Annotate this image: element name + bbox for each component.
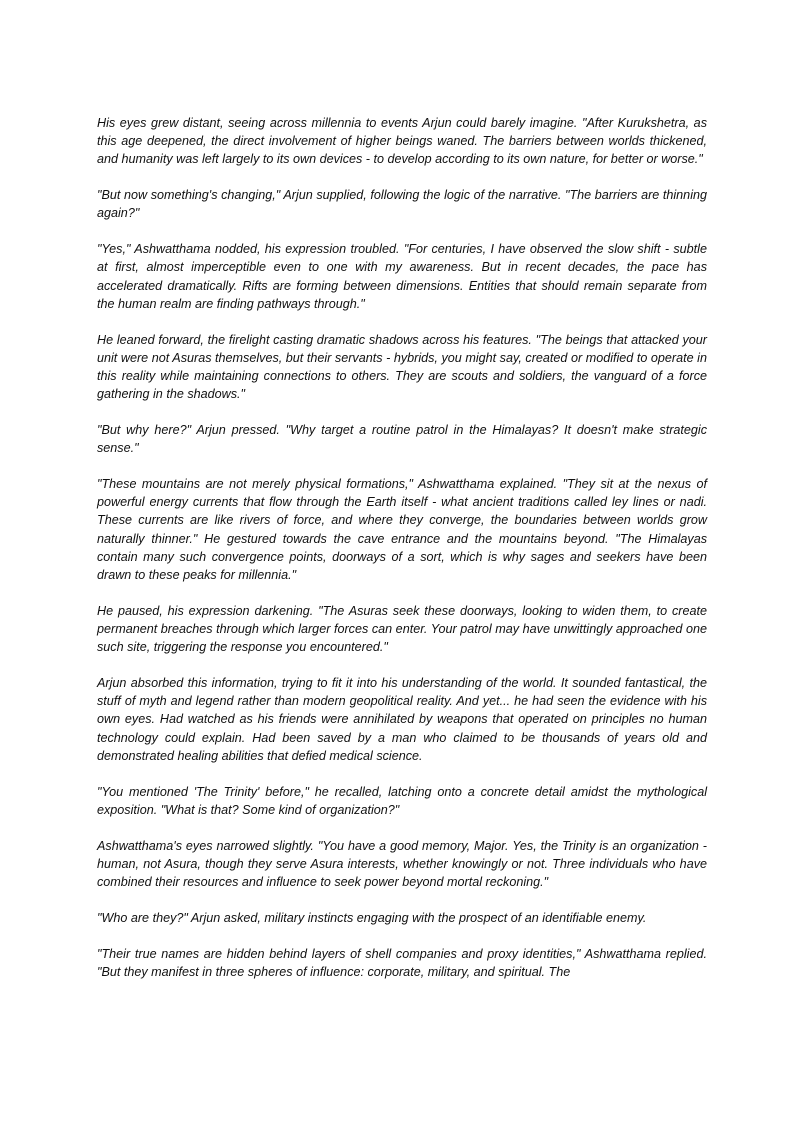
paragraph: "But now something's changing," Arjun supplied, following the logic of the narrative. "The barriers are thinning again?": [97, 188, 707, 221]
paragraph: "Their true names are hidden behind layers of shell companies and proxy identities," Ashwatthama replied. "But they manifest in three spheres of influence: corporate, military, and spiritual. The: [97, 946, 707, 979]
paragraph: "But why here?" Arjun pressed. "Why target a routine patrol in the Himalayas? It doesn't make strategic sense.": [97, 423, 707, 456]
paragraph: Arjun absorbed this information, trying to fit it into his understanding of the world. It sounded fantastical, the stuff of myth and legend rather than modern geopolitical reality. And yet... he had seen the evidence with his own eyes. Had watched as his friends were annihilated by weapons that operated on principles no human technology could explain. Had been saved by a man who claimed to be thousands of years old and demonstrated healing abilities that defied medical science.: [97, 676, 707, 763]
document-page: [97, 114, 707, 999]
paragraph: "Who are they?" Arjun asked, military instincts engaging with the prospect of an identifiable enemy.: [97, 910, 647, 925]
paragraph: "You mentioned 'The Trinity' before," he recalled, latching onto a concrete detail amidst the mythological exposition. "What is that? Some kind of organization?": [97, 784, 707, 817]
paragraph: He paused, his expression darkening. "The Asuras seek these doorways, looking to widen them, to create permanent breaches through which larger forces can enter. Your patrol may have unwittingly approached one such site, triggering the response you encountered.": [97, 603, 707, 655]
paragraph: "Yes," Ashwatthama nodded, his expression troubled. "For centuries, I have observed the slow shift - subtle at first, almost imperceptible even to one with my awareness. But in recent decades, the pace has accelerated dramatically. Rifts are forming between dimensions. Entities that should remain separate from the human realm are finding pathways through.": [97, 242, 707, 311]
paragraph: Ashwatthama's eyes narrowed slightly. "You have a good memory, Major. Yes, the Trinity is an organization - human, not Asura, though they serve Asura interests, whether knowingly or not. Three individuals who have combined their resources and influence to seek power beyond mortal reckoning.": [97, 838, 707, 890]
paragraph: "These mountains are not merely physical formations," Ashwatthama explained. "They sit at the nexus of powerful energy currents that flow through the Earth itself - what ancient traditions called ley lines or nadi. These currents are like rivers of force, and where they converge, the boundaries between worlds grow naturally thinner." He gestured towards the cave entrance and the mountains beyond. "The Himalayas contain many such convergence points, doorways of a sort, which is why sages and seekers have been drawn to these peaks for millennia.": [97, 477, 707, 583]
paragraph: He leaned forward, the firelight casting dramatic shadows across his features. "The beings that attacked your unit were not Asuras themselves, but their servants - hybrids, you might say, created or modified to operate in this reality while maintaining connections to others. They are scouts and soldiers, the vanguard of a force gathering in the shadows.": [97, 332, 707, 402]
paragraph: His eyes grew distant, seeing across millennia to events Arjun could barely imagine. "After Kurukshetra, as this age deepened, the direct involvement of higher beings waned. The barriers between worlds thickened, and humanity was left largely to its own devices - to develop according to its own nature, for better or worse.": [97, 116, 707, 167]
